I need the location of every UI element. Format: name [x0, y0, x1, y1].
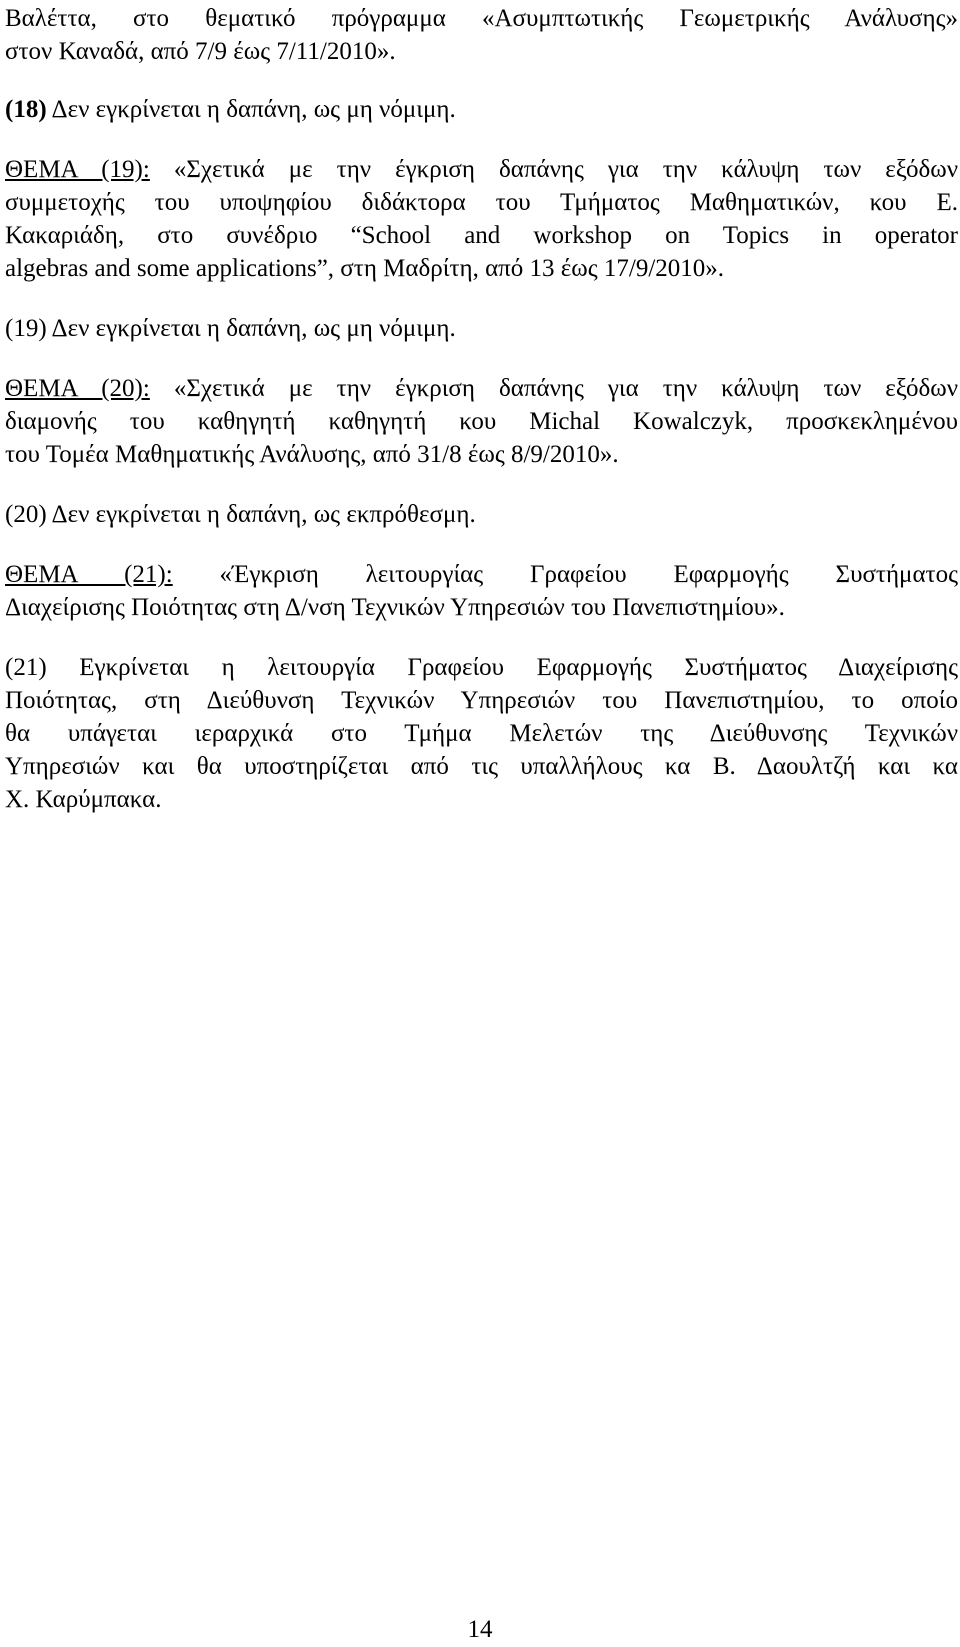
- topic-21: [5, 558, 958, 624]
- text-line: θα υπάγεται ιεραρχικά στο Τμήμα Μελετών της Διεύθυνσης Τεχνικών: [5, 720, 958, 747]
- text-line: Υπηρεσιών και θα υποστηρίζεται από τις υπαλλήλους κα Β. Δαουλτζή και κα: [5, 753, 958, 780]
- text-line: Ποιότητας, στη Διεύθυνση Τεχνικών Υπηρεσιών του Πανεπιστημίου, το οποίο: [5, 687, 958, 714]
- text-line: [5, 498, 958, 531]
- text-line: Διαχείρισης Ποιότητας στη Δ/νση Τεχνικών Υπηρεσιών του Πανεπιστημίου».: [5, 594, 785, 621]
- text-line: ΘΕΜΑ (19): «Σχετικά με την έγκριση δαπάνης για την κάλυψη των εξόδων: [5, 156, 959, 183]
- decision-18: [5, 93, 958, 126]
- topic-label: ΘΕΜΑ (20):: [5, 375, 150, 402]
- text-line: Βαλέττα, στο θεματικό πρόγραμμα «Ασυμπτωτικής Γεωμετρικής Ανάλυσης»: [5, 5, 958, 32]
- topic-19: [5, 153, 958, 285]
- text-line: ΘΕΜΑ (20): «Σχετικά με την έγκριση δαπάνης για την κάλυψη των εξόδων: [5, 375, 959, 402]
- text-line: [5, 312, 958, 345]
- text-line: algebras and some applications”, στη Μαδρίτη, από 13 έως 17/9/2010».: [5, 255, 725, 282]
- text-line: ΘΕΜΑ (21): «Έγκριση λειτουργίας Γραφείου Εφαρμογής Συστήματος: [5, 561, 958, 588]
- decision-number: (19): [5, 315, 47, 342]
- text-line: Χ. Καρύμπακα.: [5, 786, 162, 813]
- page-number: 14: [467, 1616, 493, 1643]
- decision-text: Δεν εγκρίνεται η δαπάνη, ως μη νόμιμη.: [46, 96, 456, 123]
- topic-label: ΘΕΜΑ (19):: [5, 156, 150, 183]
- text-line: (21) Εγκρίνεται η λειτουργία Γραφείου Εφαρμογής Συστήματος Διαχείρισης: [5, 654, 958, 681]
- decision-text: Δεν εγκρίνεται η δαπάνη, ως εκπρόθεσμη.: [46, 501, 476, 528]
- decision-19: [5, 312, 958, 345]
- decision-21: [5, 651, 958, 816]
- topic-20: [5, 372, 958, 471]
- text-line: συμμετοχής του υποψηφίου διδάκτορα του Τμήματος Μαθηματικών, κου Ε.: [5, 189, 958, 216]
- text-line: Κακαριάδη, στο συνέδριο “School and workshop on Topics in operator: [5, 222, 958, 249]
- decision-number: (20): [5, 501, 47, 528]
- decision-number: (21): [5, 654, 47, 681]
- topic-label: ΘΕΜΑ (21):: [5, 561, 173, 588]
- document-page: [5, 0, 958, 816]
- text-line: του Τομέα Μαθηματικής Ανάλυσης, από 31/8 έως 8/9/2010».: [5, 441, 619, 468]
- text-line: [5, 93, 958, 126]
- intro-paragraph: [5, 2, 958, 68]
- text-line: στον Καναδά, από 7/9 έως 7/11/2010».: [5, 38, 396, 65]
- decision-20: [5, 498, 958, 531]
- decision-text: Δεν εγκρίνεται η δαπάνη, ως μη νόμιμη.: [46, 315, 456, 342]
- decision-number: (18): [5, 96, 47, 123]
- text-line: διαμονής του καθηγητή καθηγητή κου Michal Kowalczyk, προσκεκλημένου: [5, 408, 958, 435]
